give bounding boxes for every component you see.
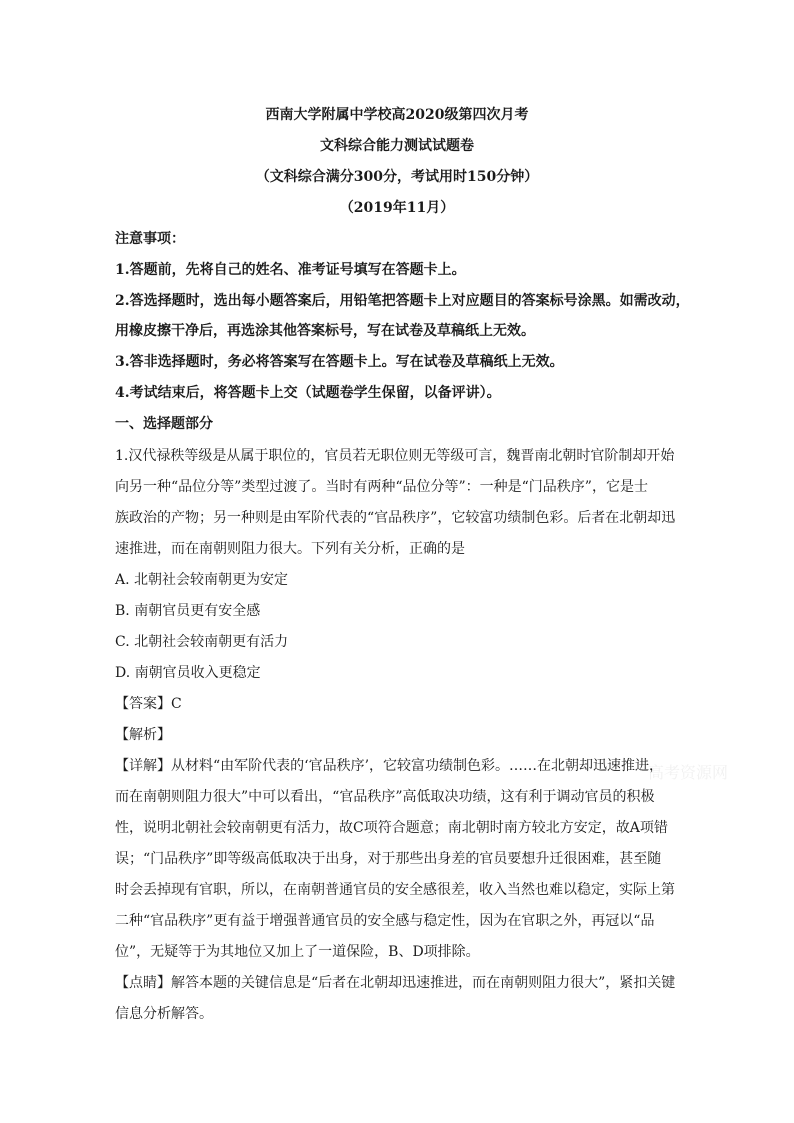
notice-item: 1.答题前，先将自己的姓名、准考证号填写在答题卡上。: [115, 262, 466, 278]
question-stem-line: 1.汉代禄秩等级是从属于职位的，官员若无职位则无等级可言，魏晋南北朝时官阶制却开始: [115, 448, 675, 464]
analysis-label: 【解析】: [115, 727, 171, 743]
detail-line: 位”，无疑等于为其地位又加上了一道保险，B、D项排除。: [115, 944, 480, 960]
detail-line: 时会丢掉现有官职，所以，在南朝普通官员的安全感很差，收入当然也难以稳定，实际上第: [115, 882, 675, 898]
exam-title: 西南大学附属中学校高2020级第四次月考: [265, 107, 529, 123]
option-a: A. 北朝社会较南朝更为安定: [115, 572, 289, 588]
answer: 【答案】C: [115, 696, 182, 712]
option-d: D. 南朝官员收入更稳定: [115, 665, 261, 681]
exam-info: （文科综合满分300分，考试用时150分钟）: [255, 169, 539, 185]
detail-line: 【详解】从材料“由军阶代表的‘官品秩序’，它较富功绩制色彩。……在北朝却迅速推进，: [115, 758, 664, 774]
question-stem-line: 向另一种“品位分等”类型过渡了。当时有两种“品位分等”：一种是“门品秩序”，它是士: [115, 479, 648, 495]
section-heading: 一、选择题部分: [115, 416, 213, 432]
exam-date: （2019年11月）: [339, 200, 455, 216]
detail-line: 而在南朝则阻力很大”中可以看出，“官品秩序”高低取决功绩，这有利于调动官员的积极: [115, 789, 655, 805]
notice-item: 2.答选择题时，选出每小题答案后，用铅笔把答题卡上对应题目的答案标号涂黑。如需改动，: [115, 293, 690, 309]
detail-line: 误；“门品秩序”即等级高低取决于出身，对于那些出身差的官员要想升迁很困难，甚至随: [115, 851, 662, 867]
notice-item: 4.考试结束后，将答题卡上交（试题卷学生保留，以备评讲）。: [115, 385, 501, 401]
option-b: B. 南朝官员更有安全感: [115, 603, 261, 619]
question-stem-line: 速推进，而在南朝则阻力很大。下列有关分析，正确的是: [115, 541, 465, 557]
tip-line: 【点睛】解答本题的关键信息是“后者在北朝却迅速推进，而在南朝则阻力很大”，紧扣关键: [115, 975, 676, 991]
detail-line: 二种“官品秩序”更有益于增强普通官员的安全感与稳定性，因为在官职之外，再冠以“品: [115, 913, 655, 929]
notice-item: 3.答非选择题时，务必将答案写在答题卡上。写在试卷及草稿纸上无效。: [115, 354, 564, 370]
exam-subtitle: 文科综合能力测试试题卷: [320, 138, 474, 154]
question-stem-line: 族政治的产物；另一种则是由军阶代表的“官品秩序”，它较富功绩制色彩。后者在北朝却迅: [115, 510, 676, 526]
notice-heading: 注意事项：: [115, 231, 185, 247]
option-c: C. 北朝社会较南朝更有活力: [115, 634, 289, 650]
watermark: 高考资源网: [648, 763, 729, 782]
tip-line: 信息分析解答。: [115, 1006, 213, 1022]
notice-item: 用橡皮擦干净后，再选涂其他答案标号，写在试卷及草稿纸上无效。: [115, 323, 535, 339]
detail-line: 性，说明北朝社会较南朝更有活力，故C项符合题意；南北朝时南方较北方安定，故A项错: [115, 820, 668, 836]
